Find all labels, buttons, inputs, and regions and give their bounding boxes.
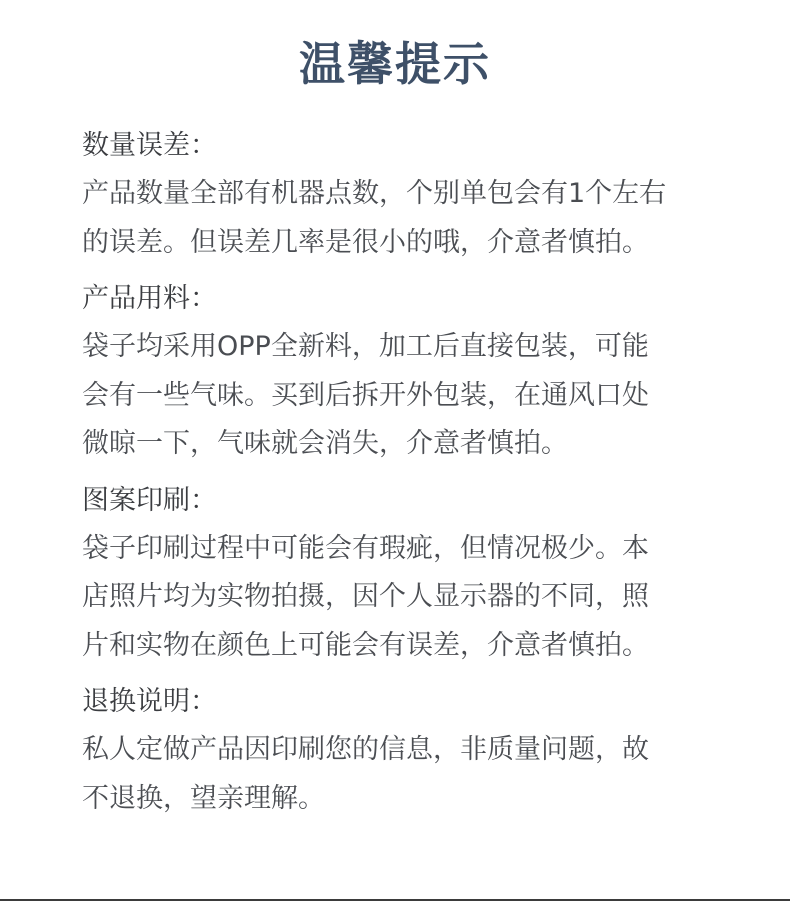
notice-content xyxy=(82,122,722,831)
section-heading: 数量误差： xyxy=(82,130,217,161)
section-body xyxy=(82,726,722,823)
body-line: 袋子印刷过程中可能会有瑕疵，但情况极少。本 xyxy=(82,532,649,564)
section-body xyxy=(82,525,722,671)
body-line: 不退换，望亲理解。 xyxy=(82,782,325,814)
section-heading: 图案印刷： xyxy=(82,484,217,516)
body-line: 会有一些气味。买到后拆开外包装，在通风口处 xyxy=(82,379,649,411)
section-heading: 产品用料： xyxy=(82,283,217,314)
body-line: 片和实物在颜色上可能会有误差，介意者慎拍。 xyxy=(82,629,649,661)
page-title: 温馨提示 xyxy=(299,37,491,91)
section-material xyxy=(82,275,722,469)
section-printing xyxy=(82,477,722,671)
body-line: 店照片均为实物拍摄，因个人显示器的不同，照 xyxy=(82,581,649,612)
body-line: 袋子均采用OPP全新料，加工后直接包装，可能 xyxy=(82,331,649,362)
section-heading: 退换说明： xyxy=(82,686,217,717)
section-body xyxy=(82,323,722,469)
body-line: 产品数量全部有机器点数，个别单包会有1个左右 xyxy=(82,178,667,209)
body-line: 私人定做产品因印刷您的信息，非质量问题，故 xyxy=(82,734,649,765)
section-return-policy xyxy=(82,678,722,823)
section-body xyxy=(82,170,722,267)
body-line: 微晾一下，气味就会消失，介意者慎拍。 xyxy=(82,428,568,459)
body-line: 的误差。但误差几率是很小的哦，介意者慎拍。 xyxy=(82,226,649,258)
section-quantity-error xyxy=(82,122,722,267)
